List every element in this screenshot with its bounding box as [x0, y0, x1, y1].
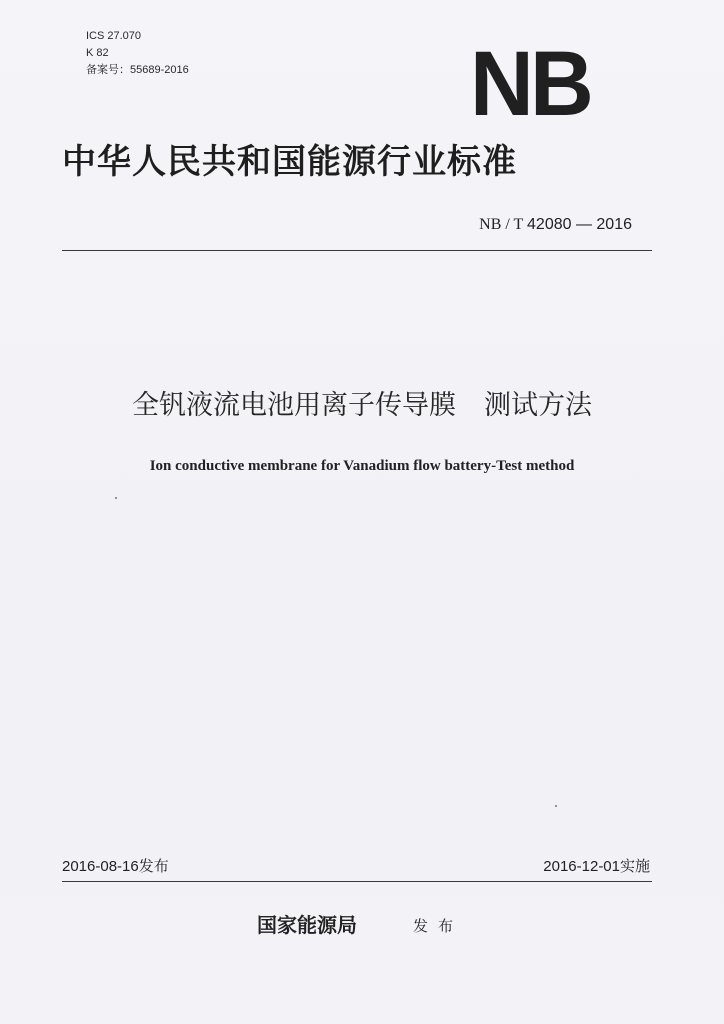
paper-speck [115, 497, 117, 499]
publish-label: 发布 [413, 917, 464, 935]
standard-code: 42080 — 2016 [527, 216, 632, 233]
implementation-date: 2016-12-01实施 [543, 858, 650, 875]
publisher-name: 国家能源局 [257, 913, 357, 937]
title-cn-part2: 测试方法 [484, 390, 592, 421]
title-cn-part1: 全钒液流电池用离子传导膜 [132, 390, 456, 421]
classification-block [86, 28, 189, 79]
bottom-divider [62, 881, 652, 882]
organization-title: 中华人民共和国能源行业标准 [62, 142, 517, 182]
document-title-cn [0, 388, 724, 424]
document-title-en: Ion conductive membrane for Vanadium flow battery-Test method [149, 458, 575, 474]
standard-number [479, 215, 632, 235]
record-number: 备案号：55689-2016 [86, 64, 189, 76]
standard-prefix: NB / T [479, 216, 524, 233]
ics-code: ICS 27.070 [86, 30, 142, 42]
ccs-code: K 82 [86, 47, 109, 59]
issue-date: 2016-08-16发布 [62, 858, 169, 875]
nb-logo: NB [470, 33, 590, 135]
paper-speck [555, 805, 557, 807]
top-divider [62, 250, 652, 251]
